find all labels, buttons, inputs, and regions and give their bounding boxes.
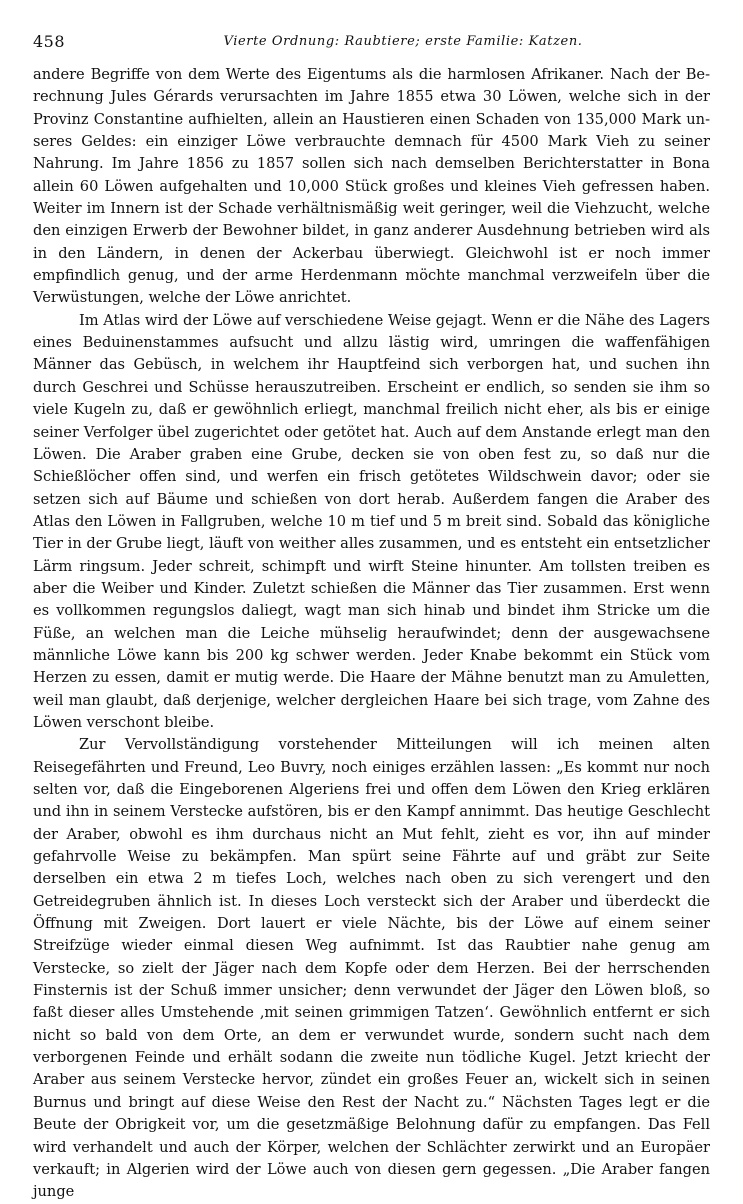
page-number: 458 xyxy=(33,32,66,51)
body-text xyxy=(33,64,710,1204)
paragraph-continuation: andere Begriffe von dem Werte des Eigentums als die harmlosen Afrikaner. Nach der Berechnung Jules Gérards verursachten im Jahre 1855 etwa 30 Löwen, welche sich in der Provinz Constantine aufhielten, allein an Haustieren einen Schaden von 135,000 Mark unseres Geldes: ein einziger Löwe verbrauchte demnach für 4500 Mark Vieh zu seiner Nahrung. Im Jahre 1856 zu 1857 sollen sich nach demselben Berichterstatter in Bona allein 60 Löwen aufgehalten und 10,000 Stück großes und kleines Vieh gefressen haben. Weiter im Innern ist der Schade verhältnismäßig weit geringer, weil die Viehzucht, welche den einzigen Erwerb der Bewohner bildet, in ganz anderer Ausdehnung betrieben wird als in den Ländern, in denen der Ackerbau überwiegt. Gleichwohl ist er noch immer empfindlich genug, und der arme Herdenmann möchte manchmal verzweifeln über die Verwüstungen, welche der Löwe anrichtet. xyxy=(33,66,710,307)
page-header xyxy=(33,30,713,58)
paragraph-lion-hunting-atlas: Im Atlas wird der Löwe auf verschiedene Weise gejagt. Wenn er die Nähe des Lagers eines Beduinenstammes aufsucht und allzu lästig wird, umringen die waffenfähigen Männer das Gebüsch, in welchem ihr Hauptfeind sich verborgen hat, und suchen ihn durch Geschrei und Schüsse herauszutreiben. Erscheint er endlich, so senden sie ihm so viele Kugeln zu, daß er gewöhnlich erliegt, manchmal freilich nicht eher, als bis er einige seiner Verfolger übel zugerichtet oder getötet hat. Auch auf dem Anstande erlegt man den Löwen. Die Araber graben eine Grube, decken sie von oben fest zu, so daß nur die Schießlöcher offen sind, und werfen ein frisch getötetes Wildschwein davor; oder sie setzen sich auf Bäume und schießen von dort herab. Außerdem fangen die Araber des Atlas den Löwen in Fallgruben, welche 10 m tief und 5 m breit sind. Sobald das königliche Tier in der Grube liegt, läuft von weither alles zusammen, und es entsteht ein entsetzlicher Lärm ringsum. Jeder schreit, schimpft und wirft Steine hinunter. Am tollsten treiben es aber die Weiber und Kinder. Zuletzt schießen die Männer das Tier zusammen. Erst wenn es vollkommen regungslos daliegt, wagt man sich hinab und bindet ihm Stricke um die Füße, an welchen man die Leiche mühselig heraufwindet; denn der ausgewachsene männliche Löwe kann bis 200 kg schwer werden. Jeder Knabe bekommt ein Stück vom Herzen zu essen, damit er mutig werde. Die Haare der Mähne benutzt man zu Amuletten, weil man glaubt, daß derjenige, welcher dergleichen Haare bei sich trage, vom Zahne des Löwen verschont bleibe. xyxy=(33,311,710,731)
paragraph-buvry-account: Zur Vervollständigung vorstehender Mitteilungen will ich meinen alten Reisegefährten und Freund, Leo Buvry, noch einiges erzählen lassen: „Es kommt nur noch selten vor, daß die Eingeborenen Algeriens frei und offen dem Löwen den Krieg erklären und ihn in seinem Verstecke aufstören, bis er den Kampf annimmt. Das heutige Geschlecht der Araber, obwohl es ihm durchaus nicht an Mut fehlt, zieht es vor, ihn auf minder gefahrvolle Weise zu bekämpfen. Man spürt seine Fährte auf und gräbt zur Seite derselben ein etwa 2 m tiefes Loch, welches nach oben zu sich verengert und den Getreidegruben ähnlich ist. In dieses Loch versteckt sich der Araber und überdeckt die Öffnung mit Zweigen. Dort lauert er viele Nächte, bis der Löwe auf einem seiner Streifzüge wieder einmal diesen Weg aufnimmt. Ist das Raubtier nahe genug am Verstecke, so zielt der Jäger nach dem Kopfe oder dem Herzen. Bei der herrschenden Finsternis ist der Schuß immer unsicher; denn verwundet der Jäger den Löwen bloß, so faßt dieser alles Umstehende ‚mit seinen grimmigen Tatzen‘. Gewöhnlich entfernt er sich nicht so bald von dem Orte, an dem er verwundet wurde, sondern sucht nach dem verborgenen Feinde und erhält sodann die zweite nun tödliche Kugel. Jetzt kriecht der Araber aus seinem Verstecke hervor, zündet ein großes Feuer an, wickelt sich in seinen Burnus und bringt auf diese Weise den Rest der Nacht zu.“ Nächsten Tages legt er die Beute der Obrigkeit vor, um die gesetzmäßige Belohnung dafür zu empfangen. Das Fell wird verhandelt und auch der Körper, welchen der Schlächter zerwirkt und an Europäer verkauft; in Algerien wird der Löwe auch von diesen gern gegessen. „Die Araber fangen junge xyxy=(33,736,710,1201)
running-head: Vierte Ordnung: Raubtiere; erste Familie: Katzen. xyxy=(223,34,583,49)
